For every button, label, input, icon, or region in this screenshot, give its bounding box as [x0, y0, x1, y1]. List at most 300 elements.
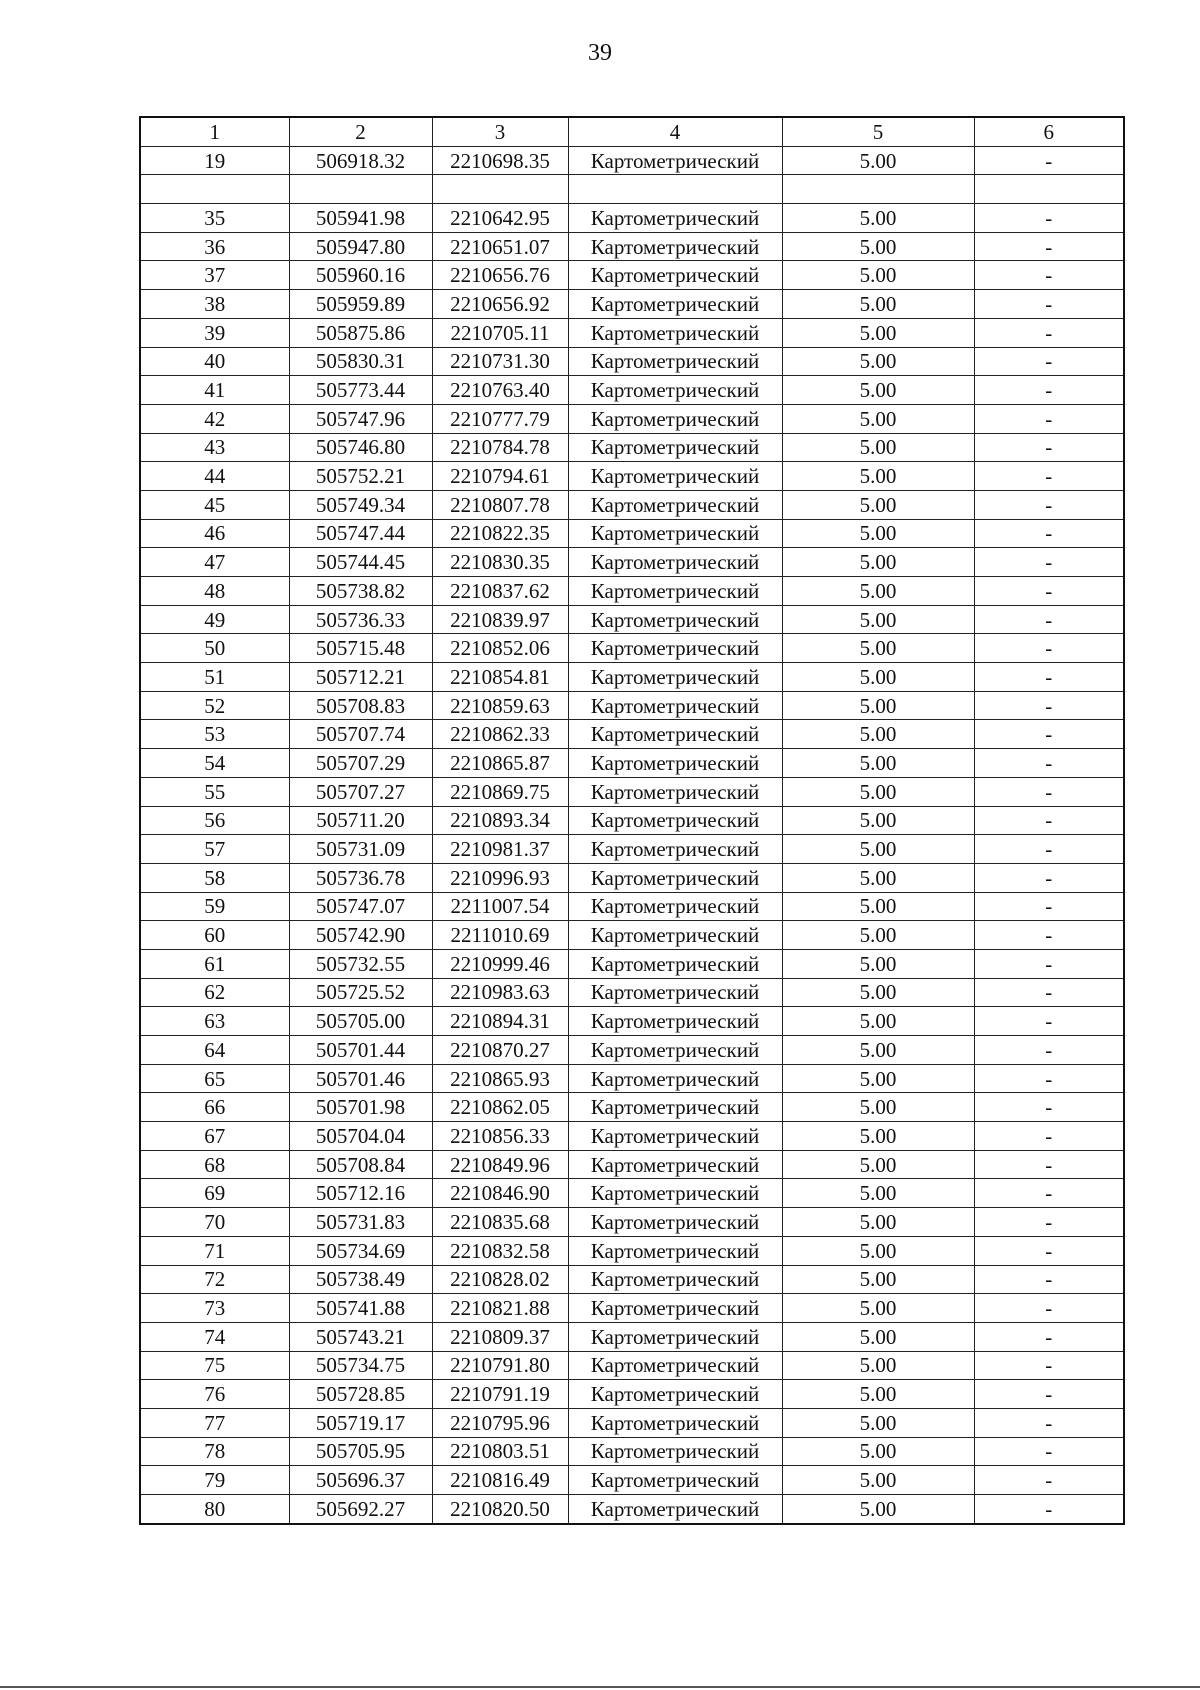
accuracy-cell [782, 175, 974, 204]
point-number-cell: 78 [140, 1437, 289, 1466]
accuracy-cell: 5.00 [782, 204, 974, 233]
y-coordinate-cell: 2210830.35 [432, 548, 568, 577]
method-cell: Картометрический [568, 1036, 782, 1065]
accuracy-cell: 5.00 [782, 290, 974, 319]
point-number-cell: 48 [140, 577, 289, 606]
table-row [140, 605, 1124, 634]
table-row [140, 1437, 1124, 1466]
y-coordinate-cell: 2210852.06 [432, 634, 568, 663]
note-cell: - [974, 978, 1124, 1007]
note-cell: - [974, 347, 1124, 376]
accuracy-cell: 5.00 [782, 1036, 974, 1065]
method-cell: Картометрический [568, 318, 782, 347]
y-coordinate-cell: 2210816.49 [432, 1466, 568, 1495]
point-number-cell: 57 [140, 835, 289, 864]
x-coordinate-cell: 505701.98 [289, 1093, 432, 1122]
note-cell: - [974, 376, 1124, 405]
accuracy-cell: 5.00 [782, 605, 974, 634]
x-coordinate-cell: 505941.98 [289, 204, 432, 233]
method-cell: Картометрический [568, 577, 782, 606]
point-number-cell: 73 [140, 1294, 289, 1323]
point-number-cell: 35 [140, 204, 289, 233]
table-row [140, 1265, 1124, 1294]
table-row [140, 634, 1124, 663]
accuracy-cell: 5.00 [782, 1495, 974, 1524]
table-row [140, 1466, 1124, 1495]
accuracy-cell: 5.00 [782, 1294, 974, 1323]
x-coordinate-cell: 505738.49 [289, 1265, 432, 1294]
point-number-cell: 47 [140, 548, 289, 577]
accuracy-cell: 5.00 [782, 232, 974, 261]
table-row [140, 806, 1124, 835]
note-cell: - [974, 462, 1124, 491]
page-number: 39 [588, 40, 612, 66]
method-cell: Картометрический [568, 1150, 782, 1179]
method-cell: Картометрический [568, 663, 782, 692]
y-coordinate-cell: 2210820.50 [432, 1495, 568, 1524]
accuracy-cell: 5.00 [782, 577, 974, 606]
table-row [140, 835, 1124, 864]
note-cell: - [974, 1495, 1124, 1524]
x-coordinate-cell: 505719.17 [289, 1408, 432, 1437]
x-coordinate-cell: 505959.89 [289, 290, 432, 319]
point-number-cell: 43 [140, 433, 289, 462]
y-coordinate-cell: 2210996.93 [432, 863, 568, 892]
point-number-cell: 60 [140, 921, 289, 950]
point-number-cell: 76 [140, 1380, 289, 1409]
method-cell: Картометрический [568, 1064, 782, 1093]
coordinates-table [139, 116, 1125, 1525]
point-number-cell: 45 [140, 490, 289, 519]
point-number-cell: 54 [140, 749, 289, 778]
note-cell: - [974, 232, 1124, 261]
method-cell: Картометрический [568, 1236, 782, 1265]
x-coordinate-cell: 505747.07 [289, 892, 432, 921]
note-cell: - [974, 1093, 1124, 1122]
table-row [140, 1495, 1124, 1524]
method-cell: Картометрический [568, 777, 782, 806]
accuracy-cell: 5.00 [782, 146, 974, 175]
table-row [140, 949, 1124, 978]
y-coordinate-cell: 2210828.02 [432, 1265, 568, 1294]
method-cell [568, 175, 782, 204]
table-row [140, 146, 1124, 175]
x-coordinate-cell: 505725.52 [289, 978, 432, 1007]
table-row [140, 921, 1124, 950]
note-cell: - [974, 1466, 1124, 1495]
header-cell: 1 [140, 117, 289, 146]
point-number-cell: 46 [140, 519, 289, 548]
y-coordinate-cell: 2210777.79 [432, 404, 568, 433]
y-coordinate-cell: 2210656.76 [432, 261, 568, 290]
table-row [140, 1122, 1124, 1151]
method-cell: Картометрический [568, 1322, 782, 1351]
method-cell: Картометрический [568, 261, 782, 290]
x-coordinate-cell: 505830.31 [289, 347, 432, 376]
y-coordinate-cell: 2210999.46 [432, 949, 568, 978]
accuracy-cell: 5.00 [782, 261, 974, 290]
method-cell: Картометрический [568, 376, 782, 405]
table-row [140, 433, 1124, 462]
y-coordinate-cell: 2210642.95 [432, 204, 568, 233]
x-coordinate-cell: 505743.21 [289, 1322, 432, 1351]
note-cell: - [974, 835, 1124, 864]
y-coordinate-cell: 2210763.40 [432, 376, 568, 405]
y-coordinate-cell: 2210822.35 [432, 519, 568, 548]
accuracy-cell: 5.00 [782, 1466, 974, 1495]
x-coordinate-cell: 505747.96 [289, 404, 432, 433]
method-cell: Картометрический [568, 921, 782, 950]
method-cell: Картометрический [568, 1208, 782, 1237]
note-cell: - [974, 1351, 1124, 1380]
method-cell: Картометрический [568, 691, 782, 720]
header-cell: 3 [432, 117, 568, 146]
y-coordinate-cell: 2210862.05 [432, 1093, 568, 1122]
table-row [140, 1208, 1124, 1237]
method-cell: Картометрический [568, 146, 782, 175]
header-cell: 2 [289, 117, 432, 146]
point-number-cell: 70 [140, 1208, 289, 1237]
point-number-cell: 77 [140, 1408, 289, 1437]
table-row [140, 548, 1124, 577]
method-cell: Картометрический [568, 720, 782, 749]
point-number-cell: 50 [140, 634, 289, 663]
accuracy-cell: 5.00 [782, 691, 974, 720]
point-number-cell: 55 [140, 777, 289, 806]
method-cell: Картометрический [568, 1294, 782, 1323]
accuracy-cell: 5.00 [782, 462, 974, 491]
note-cell: - [974, 892, 1124, 921]
accuracy-cell: 5.00 [782, 806, 974, 835]
note-cell: - [974, 404, 1124, 433]
point-number-cell: 68 [140, 1150, 289, 1179]
accuracy-cell: 5.00 [782, 1064, 974, 1093]
x-coordinate-cell: 505701.44 [289, 1036, 432, 1065]
note-cell: - [974, 204, 1124, 233]
table-row [140, 691, 1124, 720]
note-cell: - [974, 1150, 1124, 1179]
note-cell: - [974, 1179, 1124, 1208]
table-row [140, 347, 1124, 376]
note-cell: - [974, 720, 1124, 749]
table-row [140, 519, 1124, 548]
y-coordinate-cell: 2210893.34 [432, 806, 568, 835]
note-cell: - [974, 806, 1124, 835]
accuracy-cell: 5.00 [782, 347, 974, 376]
table-row [140, 1093, 1124, 1122]
point-number-cell: 58 [140, 863, 289, 892]
accuracy-cell: 5.00 [782, 1437, 974, 1466]
accuracy-cell: 5.00 [782, 1322, 974, 1351]
y-coordinate-cell: 2210894.31 [432, 1007, 568, 1036]
y-coordinate-cell: 2211010.69 [432, 921, 568, 950]
y-coordinate-cell: 2210856.33 [432, 1122, 568, 1151]
y-coordinate-cell: 2210981.37 [432, 835, 568, 864]
point-number-cell: 40 [140, 347, 289, 376]
x-coordinate-cell: 505746.80 [289, 433, 432, 462]
table-header-row [140, 117, 1124, 146]
method-cell: Картометрический [568, 634, 782, 663]
note-cell: - [974, 1265, 1124, 1294]
table-row [140, 663, 1124, 692]
y-coordinate-cell: 2210809.37 [432, 1322, 568, 1351]
y-coordinate-cell: 2210807.78 [432, 490, 568, 519]
y-coordinate-cell: 2210846.90 [432, 1179, 568, 1208]
table-row [140, 290, 1124, 319]
x-coordinate-cell: 505711.20 [289, 806, 432, 835]
accuracy-cell: 5.00 [782, 1236, 974, 1265]
table-row [140, 978, 1124, 1007]
x-coordinate-cell: 505734.69 [289, 1236, 432, 1265]
method-cell: Картометрический [568, 290, 782, 319]
accuracy-cell: 5.00 [782, 634, 974, 663]
point-number-cell: 51 [140, 663, 289, 692]
accuracy-cell: 5.00 [782, 663, 974, 692]
table-row [140, 1294, 1124, 1323]
method-cell: Картометрический [568, 1380, 782, 1409]
accuracy-cell: 5.00 [782, 404, 974, 433]
point-number-cell: 59 [140, 892, 289, 921]
point-number-cell: 19 [140, 146, 289, 175]
y-coordinate-cell: 2210731.30 [432, 347, 568, 376]
table-row [140, 1408, 1124, 1437]
x-coordinate-cell: 505732.55 [289, 949, 432, 978]
note-cell: - [974, 1208, 1124, 1237]
table-row [140, 1236, 1124, 1265]
x-coordinate-cell: 505749.34 [289, 490, 432, 519]
x-coordinate-cell: 505747.44 [289, 519, 432, 548]
accuracy-cell: 5.00 [782, 1093, 974, 1122]
method-cell: Картометрический [568, 1437, 782, 1466]
point-number-cell: 71 [140, 1236, 289, 1265]
point-number-cell: 79 [140, 1466, 289, 1495]
y-coordinate-cell: 2211007.54 [432, 892, 568, 921]
accuracy-cell: 5.00 [782, 318, 974, 347]
x-coordinate-cell: 505731.83 [289, 1208, 432, 1237]
y-coordinate-cell: 2210859.63 [432, 691, 568, 720]
y-coordinate-cell: 2210794.61 [432, 462, 568, 491]
accuracy-cell: 5.00 [782, 921, 974, 950]
note-cell: - [974, 1322, 1124, 1351]
method-cell: Картометрический [568, 462, 782, 491]
y-coordinate-cell: 2210791.19 [432, 1380, 568, 1409]
accuracy-cell: 5.00 [782, 1007, 974, 1036]
table-row [140, 1064, 1124, 1093]
point-number-cell: 64 [140, 1036, 289, 1065]
y-coordinate-cell: 2210865.87 [432, 749, 568, 778]
y-coordinate-cell: 2210832.58 [432, 1236, 568, 1265]
x-coordinate-cell: 505875.86 [289, 318, 432, 347]
x-coordinate-cell: 505705.95 [289, 1437, 432, 1466]
x-coordinate-cell: 505728.85 [289, 1380, 432, 1409]
y-coordinate-cell: 2210698.35 [432, 146, 568, 175]
method-cell: Картометрический [568, 519, 782, 548]
method-cell: Картометрический [568, 347, 782, 376]
accuracy-cell: 5.00 [782, 548, 974, 577]
method-cell: Картометрический [568, 232, 782, 261]
header-cell: 4 [568, 117, 782, 146]
x-coordinate-cell: 505960.16 [289, 261, 432, 290]
y-coordinate-cell [432, 175, 568, 204]
table-row [140, 1036, 1124, 1065]
table-row [140, 892, 1124, 921]
note-cell: - [974, 634, 1124, 663]
table-body [140, 117, 1124, 1524]
accuracy-cell: 5.00 [782, 376, 974, 405]
accuracy-cell: 5.00 [782, 777, 974, 806]
point-number-cell: 65 [140, 1064, 289, 1093]
table-row [140, 749, 1124, 778]
point-number-cell: 62 [140, 978, 289, 1007]
note-cell: - [974, 663, 1124, 692]
method-cell: Картометрический [568, 1408, 782, 1437]
x-coordinate-cell: 505744.45 [289, 548, 432, 577]
table-row [140, 404, 1124, 433]
y-coordinate-cell: 2210835.68 [432, 1208, 568, 1237]
note-cell: - [974, 949, 1124, 978]
method-cell: Картометрический [568, 1122, 782, 1151]
note-cell: - [974, 1380, 1124, 1409]
method-cell: Картометрический [568, 835, 782, 864]
x-coordinate-cell: 505742.90 [289, 921, 432, 950]
y-coordinate-cell: 2210837.62 [432, 577, 568, 606]
accuracy-cell: 5.00 [782, 1208, 974, 1237]
point-number-cell: 56 [140, 806, 289, 835]
y-coordinate-cell: 2210791.80 [432, 1351, 568, 1380]
x-coordinate-cell: 505692.27 [289, 1495, 432, 1524]
point-number-cell: 69 [140, 1179, 289, 1208]
page-bottom-rule [0, 1686, 1200, 1688]
header-cell: 6 [974, 117, 1124, 146]
note-cell: - [974, 318, 1124, 347]
x-coordinate-cell [289, 175, 432, 204]
accuracy-cell: 5.00 [782, 519, 974, 548]
note-cell: - [974, 691, 1124, 720]
y-coordinate-cell: 2210656.92 [432, 290, 568, 319]
point-number-cell: 49 [140, 605, 289, 634]
method-cell: Картометрический [568, 1265, 782, 1294]
note-cell [974, 175, 1124, 204]
method-cell: Картометрический [568, 806, 782, 835]
x-coordinate-cell: 505708.83 [289, 691, 432, 720]
point-number-cell: 67 [140, 1122, 289, 1151]
x-coordinate-cell: 505707.74 [289, 720, 432, 749]
note-cell: - [974, 1294, 1124, 1323]
point-number-cell [140, 175, 289, 204]
header-cell: 5 [782, 117, 974, 146]
point-number-cell: 53 [140, 720, 289, 749]
x-coordinate-cell: 505715.48 [289, 634, 432, 663]
note-cell: - [974, 519, 1124, 548]
note-cell: - [974, 548, 1124, 577]
accuracy-cell: 5.00 [782, 1265, 974, 1294]
point-number-cell: 52 [140, 691, 289, 720]
note-cell: - [974, 1036, 1124, 1065]
point-number-cell: 66 [140, 1093, 289, 1122]
y-coordinate-cell: 2210983.63 [432, 978, 568, 1007]
accuracy-cell: 5.00 [782, 1150, 974, 1179]
y-coordinate-cell: 2210862.33 [432, 720, 568, 749]
point-number-cell: 41 [140, 376, 289, 405]
accuracy-cell: 5.00 [782, 892, 974, 921]
point-number-cell: 37 [140, 261, 289, 290]
table-row [140, 1380, 1124, 1409]
note-cell: - [974, 290, 1124, 319]
x-coordinate-cell: 505752.21 [289, 462, 432, 491]
point-number-cell: 80 [140, 1495, 289, 1524]
point-number-cell: 61 [140, 949, 289, 978]
table-row [140, 1150, 1124, 1179]
point-number-cell: 72 [140, 1265, 289, 1294]
point-number-cell: 63 [140, 1007, 289, 1036]
note-cell: - [974, 921, 1124, 950]
y-coordinate-cell: 2210865.93 [432, 1064, 568, 1093]
method-cell: Картометрический [568, 605, 782, 634]
table-row [140, 1322, 1124, 1351]
point-number-cell: 44 [140, 462, 289, 491]
x-coordinate-cell: 505736.33 [289, 605, 432, 634]
table-row [140, 1007, 1124, 1036]
y-coordinate-cell: 2210705.11 [432, 318, 568, 347]
table-row [140, 1179, 1124, 1208]
method-cell: Картометрический [568, 1466, 782, 1495]
method-cell: Картометрический [568, 433, 782, 462]
accuracy-cell: 5.00 [782, 1380, 974, 1409]
note-cell: - [974, 490, 1124, 519]
y-coordinate-cell: 2210651.07 [432, 232, 568, 261]
table-row [140, 490, 1124, 519]
method-cell: Картометрический [568, 863, 782, 892]
y-coordinate-cell: 2210839.97 [432, 605, 568, 634]
x-coordinate-cell: 505736.78 [289, 863, 432, 892]
x-coordinate-cell: 505712.16 [289, 1179, 432, 1208]
accuracy-cell: 5.00 [782, 1351, 974, 1380]
table-row [140, 1351, 1124, 1380]
method-cell: Картометрический [568, 1351, 782, 1380]
method-cell: Картометрический [568, 749, 782, 778]
table-row [140, 577, 1124, 606]
table-row [140, 863, 1124, 892]
x-coordinate-cell: 505708.84 [289, 1150, 432, 1179]
table-row [140, 318, 1124, 347]
x-coordinate-cell: 505734.75 [289, 1351, 432, 1380]
method-cell: Картометрический [568, 404, 782, 433]
y-coordinate-cell: 2210869.75 [432, 777, 568, 806]
accuracy-cell: 5.00 [782, 863, 974, 892]
accuracy-cell: 5.00 [782, 720, 974, 749]
note-cell: - [974, 1122, 1124, 1151]
x-coordinate-cell: 505947.80 [289, 232, 432, 261]
accuracy-cell: 5.00 [782, 749, 974, 778]
note-cell: - [974, 777, 1124, 806]
method-cell: Картометрический [568, 1007, 782, 1036]
point-number-cell: 36 [140, 232, 289, 261]
note-cell: - [974, 1236, 1124, 1265]
method-cell: Картометрический [568, 949, 782, 978]
x-coordinate-cell: 505704.04 [289, 1122, 432, 1151]
table-row [140, 462, 1124, 491]
method-cell: Картометрический [568, 1495, 782, 1524]
table-row [140, 175, 1124, 204]
method-cell: Картометрический [568, 978, 782, 1007]
accuracy-cell: 5.00 [782, 1122, 974, 1151]
y-coordinate-cell: 2210821.88 [432, 1294, 568, 1323]
note-cell: - [974, 146, 1124, 175]
point-number-cell: 75 [140, 1351, 289, 1380]
point-number-cell: 38 [140, 290, 289, 319]
table-row [140, 261, 1124, 290]
x-coordinate-cell: 505731.09 [289, 835, 432, 864]
